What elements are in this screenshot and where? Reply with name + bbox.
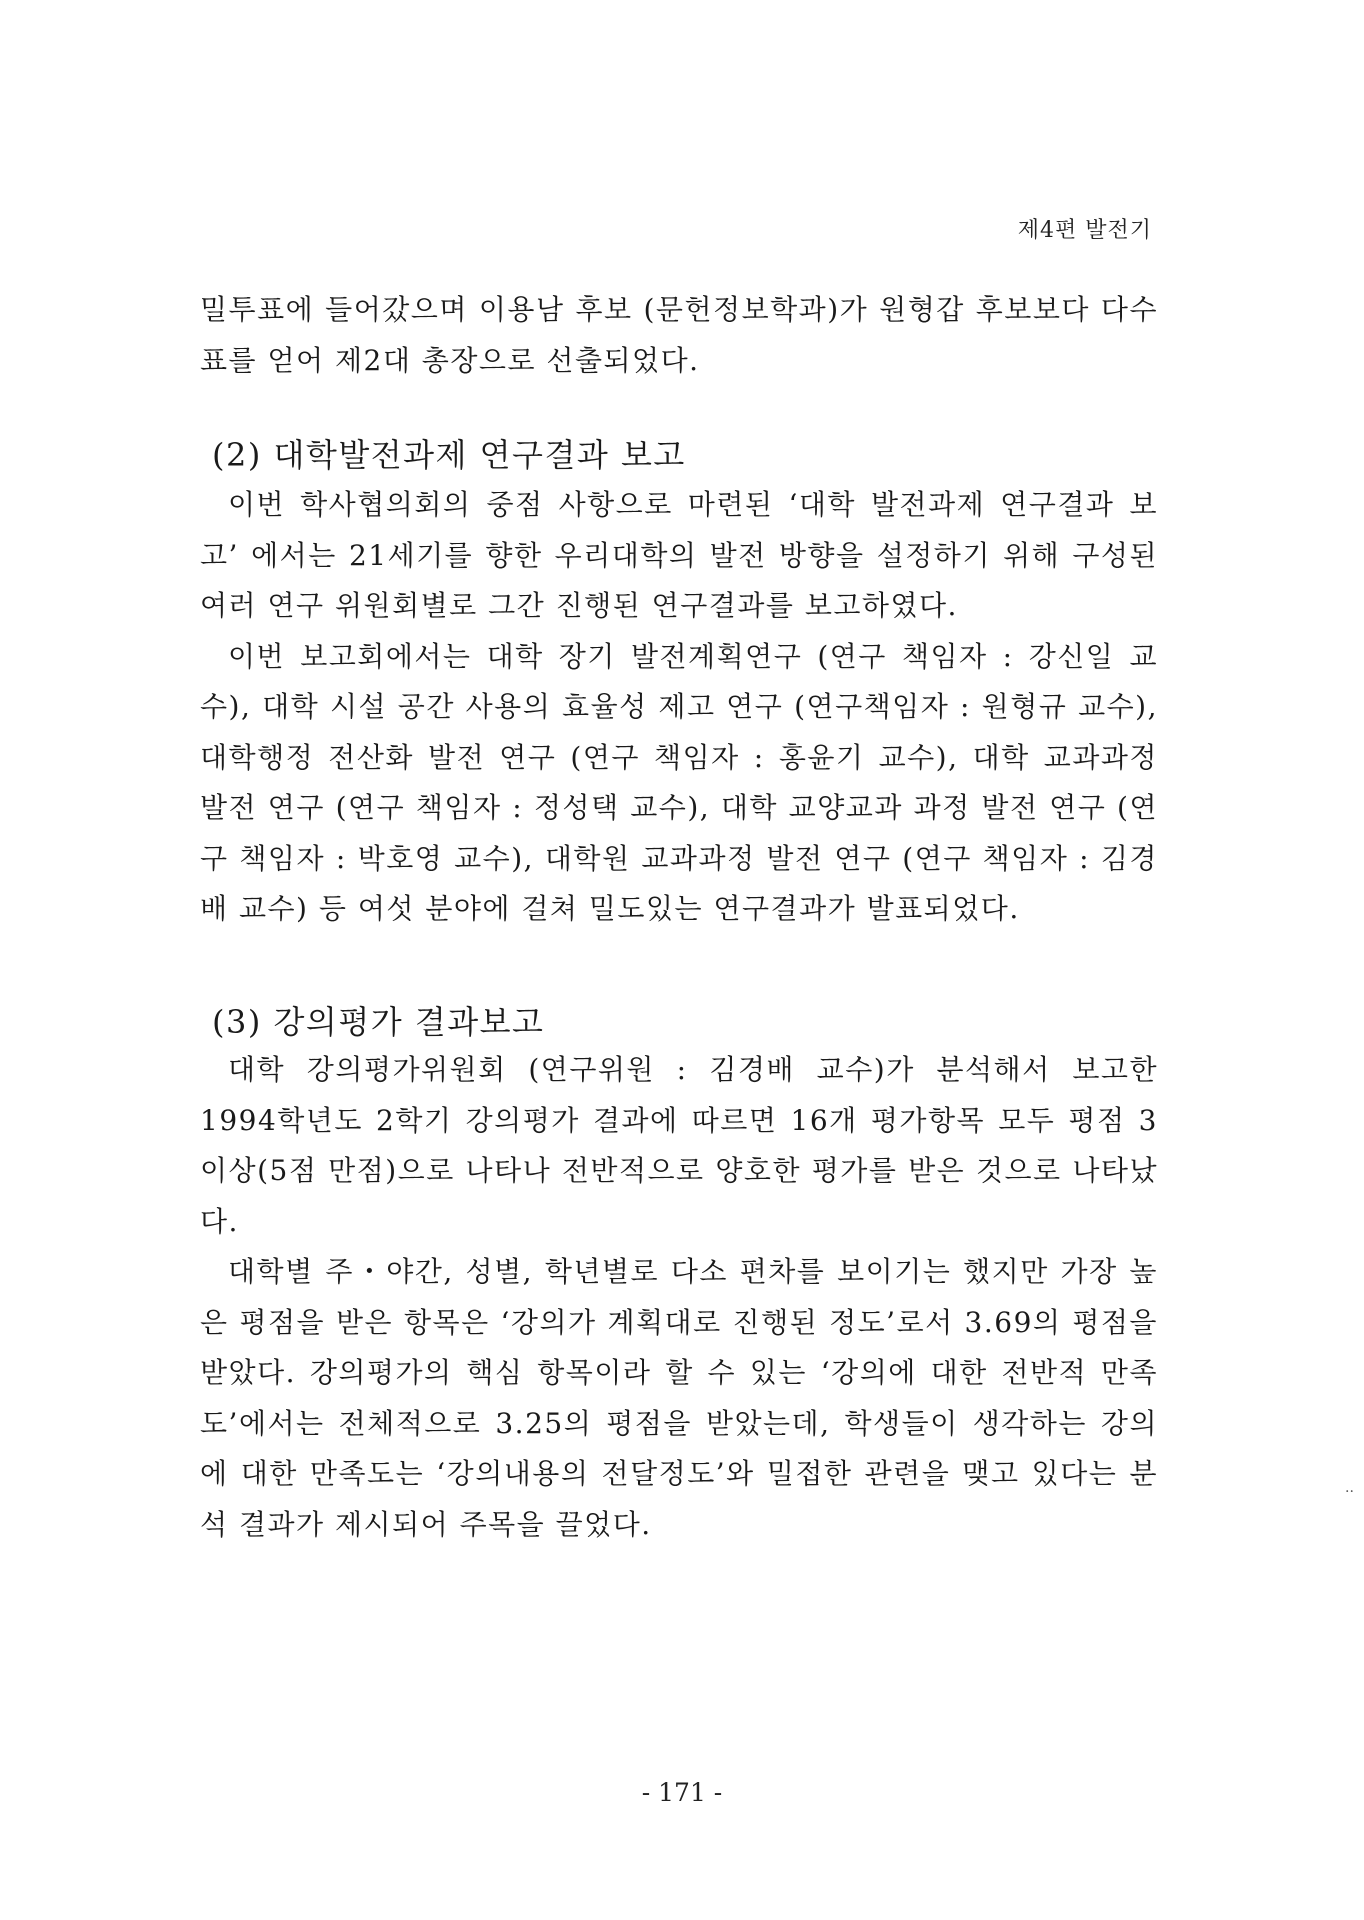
section-2-heading: (2) 대학발전과제 연구결과 보고 xyxy=(212,436,686,474)
section-2-paragraph-1: 이번 학사협의회의 중점 사항으로 마련된 ‘대학 발전과제 연구결과 보고’ 에서는 21세기를 향한 우리대학의 발전 방향을 설정하기 위해 구성된 여러 연구 위원회별로 그간 진행된 연구결과를 보고하였다. xyxy=(200,488,1158,622)
section-2-body xyxy=(200,480,1158,935)
section-3-body xyxy=(200,1045,1158,1550)
section-2-paragraph-2: 이번 보고회에서는 대학 장기 발전계획연구 (연구 책임자 : 강신일 교수), 대학 시설 공간 사용의 효율성 제고 연구 (연구책임자 : 원형규 교수), 대학행정 전산화 발전 연구 (연구 책임자 : 홍윤기 교수), 대학 교과과정 발전 연구 (연구 책임자 : 정성택 교수), 대학 교양교과 과정 발전 연구 (연구 책임자 : 박호영 교수), 대학원 교과과정 발전 연구 (연구 책임자 : 김경배 교수) 등 여섯 분야에 걸쳐 밀도있는 연구결과가 발표되었다. xyxy=(200,639,1158,925)
intro-block xyxy=(200,285,1158,386)
margin-mark: .. xyxy=(1345,1480,1354,1496)
section-3-paragraph-1: 대학 강의평가위원회 (연구위원 : 김경배 교수)가 분석해서 보고한 1994학년도 2학기 강의평가 결과에 따르면 16개 평가항목 모두 평점 3이상(5점 만점)으로 나타나 전반적으로 양호한 평가를 받은 것으로 나타났다. xyxy=(200,1053,1158,1238)
running-header: 제4편 발전기 xyxy=(1017,218,1152,243)
intro-paragraph: 밀투표에 들어갔으며 이용남 후보 (문헌정보학과)가 원형갑 후보보다 다수표를 얻어 제2대 총장으로 선출되었다. xyxy=(200,293,1158,377)
page-number: - 171 - xyxy=(641,1778,723,1807)
section-3-paragraph-2: 대학별 주・야간, 성별, 학년별로 다소 편차를 보이기는 했지만 가장 높은 평점을 받은 항목은 ‘강의가 계획대로 진행된 정도’로서 3.69의 평점을 받았다. 강의평가의 핵심 항목이라 할 수 있는 ‘강의에 대한 전반적 만족도’에서는 전체적으로 3.25의 평점을 받았는데, 학생들이 생각하는 강의에 대한 만족도는 ‘강의내용의 전달정도’와 밀접한 관련을 맺고 있다는 분석 결과가 제시되어 주목을 끌었다. xyxy=(200,1255,1158,1541)
section-3-heading: (3) 강의평가 결과보고 xyxy=(212,1003,545,1041)
